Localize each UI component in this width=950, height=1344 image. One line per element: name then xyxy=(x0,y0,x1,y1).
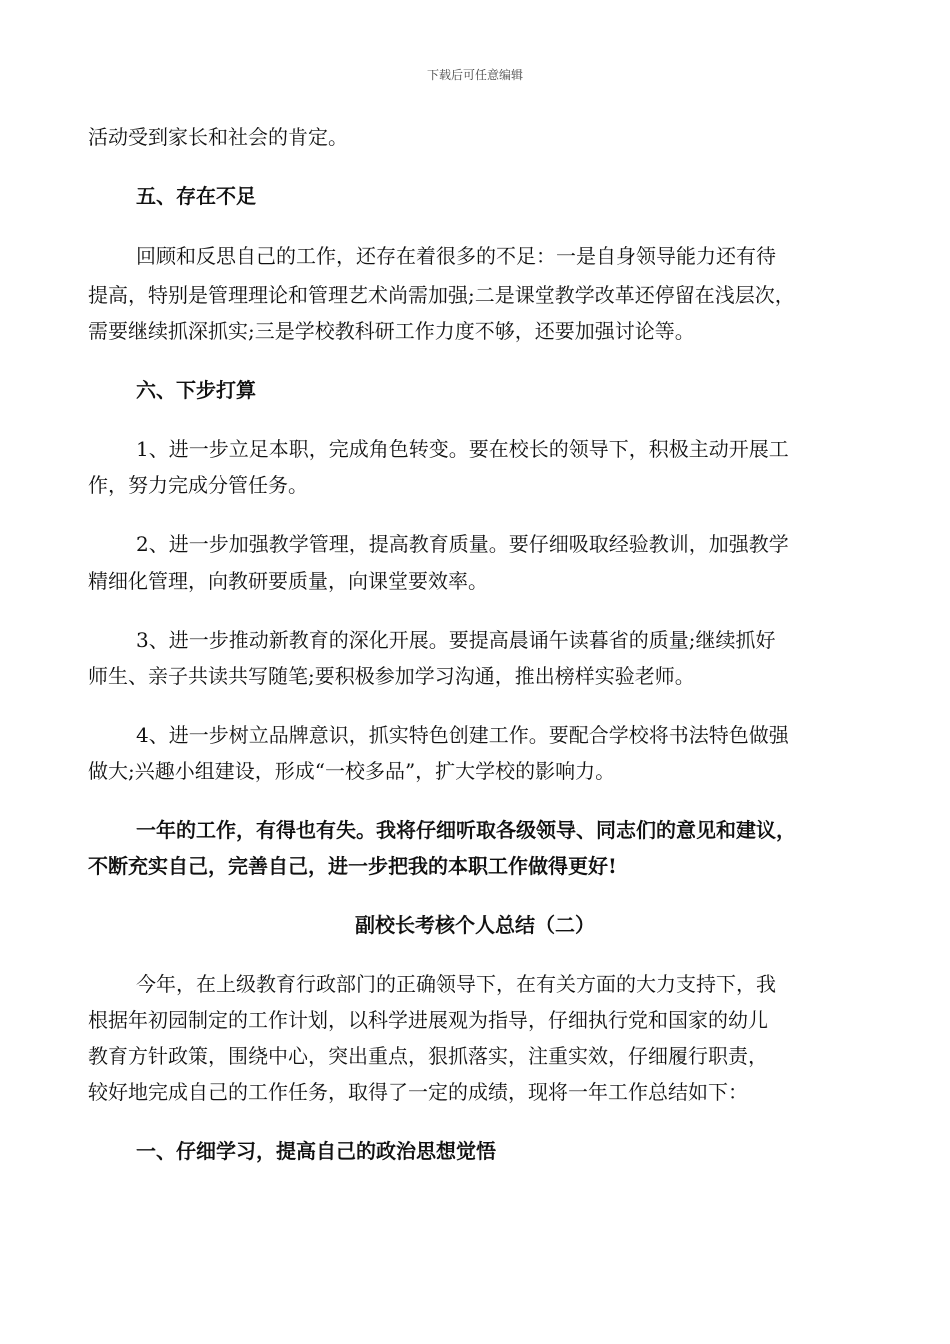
text-line: 根据年初园制定的工作计划，以科学进展观为指导，仔细执行党和国家的幼儿 xyxy=(88,1008,768,1032)
text-line: 2、进一步加强教学管理，提高教育质量。要仔细吸取经验教训，加强教学 xyxy=(136,532,789,556)
section-heading: 五、存在不足 xyxy=(136,184,256,208)
page-header: 下载后可任意编辑 xyxy=(426,68,523,82)
text-line: 做大;兴趣小组建设，形成“一校多品”，扩大学校的影响力。 xyxy=(88,759,616,783)
text-line: 较好地完成自己的工作任务，取得了一定的成绩，现将一年工作总结如下： xyxy=(88,1080,748,1104)
conclusion-line: 不断充实自己，完善自己，进一步把我的本职工作做得更好! xyxy=(88,854,617,878)
section-heading: 一、仔细学习，提高自己的政治思想觉悟 xyxy=(136,1139,496,1163)
text-line: 今年，在上级教育行政部门的正确领导下，在有关方面的大力支持下，我 xyxy=(136,972,776,996)
text-line: 精细化管理，向教研要质量，向课堂要效率。 xyxy=(88,569,488,593)
text-line: 提高，特别是管理理论和管理艺术尚需加强;二是课堂教学改革还停留在浅层次， xyxy=(88,283,795,307)
document-title: 副校长考核个人总结（二） xyxy=(355,913,595,937)
text-line: 需要继续抓深抓实;三是学校教科研工作力度不够，还要加强讨论等。 xyxy=(88,319,695,343)
section-heading: 六、下步打算 xyxy=(136,378,256,402)
text-line: 4、进一步树立品牌意识，抓实特色创建工作。要配合学校将书法特色做强 xyxy=(136,723,789,747)
conclusion-line: 一年的工作，有得也有失。我将仔细听取各级领导、同志们的意见和建议， xyxy=(136,818,796,842)
text-line: 活动受到家长和社会的肯定。 xyxy=(88,125,348,149)
text-line: 1、进一步立足本职，完成角色转变。要在校长的领导下，积极主动开展工 xyxy=(136,437,789,461)
text-line: 师生、亲子共读共写随笔;要积极参加学习沟通，推出榜样实验老师。 xyxy=(88,664,695,688)
text-line: 作，努力完成分管任务。 xyxy=(88,473,308,497)
text-line: 回顾和反思自己的工作，还存在着很多的不足：一是自身领导能力还有待 xyxy=(136,244,776,268)
text-line: 教育方针政策，围绕中心，突出重点，狠抓落实，注重实效，仔细履行职责， xyxy=(88,1044,768,1068)
text-line: 3、进一步推动新教育的深化开展。要提高晨诵午读暮省的质量;继续抓好 xyxy=(136,628,776,652)
